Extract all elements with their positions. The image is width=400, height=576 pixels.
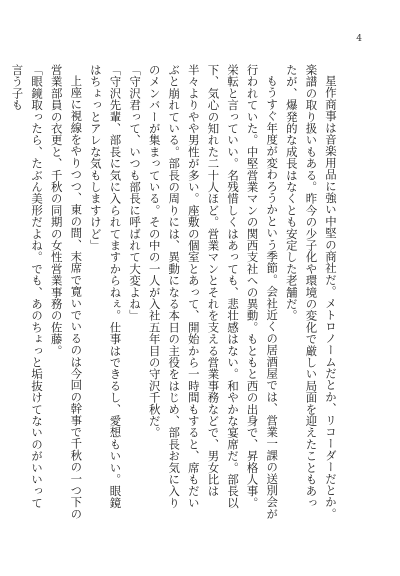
paragraph-3: 上座に視線をやりつつ、東の間、末席で寛いでいるのは今回の幹事で千秋の一つ下の営業部員の衣更と、千秋の同期の女性営業事務の佐藤。	[49, 64, 84, 520]
body-text	[10, 64, 340, 520]
dialogue-line-3: 「眼鏡取ったら、たぶん美形だよね。でも、あのちょっと垢抜けてないのがいいって言う子も	[10, 64, 45, 509]
dialogue-line-2: 「守沢先輩、部長に気に入られてますからねぇ。仕事はできるし、愛想もいい。眼鏡はちょっとアレな気もしますけど」	[88, 64, 123, 509]
dialogue-line-1: 「守沢君って、いつも部長に呼ばれて大変よね」	[128, 64, 143, 322]
paragraph-2: もうすぐ年度が変わろうかという季節。会社近くの居酒屋では、営業一課の送別会が行われていた。中堅営業マンの関西支社への異動。もともと西の出身で、昇格人事。栄転と言っていい。名残惜しくはあっても、悲壮感はない。和やかな宴席だ。部長以下、気心の知れた二十人ほど。営業マンとそれを支える営業事務などで、男女比は半々よりやや男性が多い。座敷の個室とあって、開始から一時間もすると、席もだいぶと崩れている。部長の周りには、異動になる本日の主役をはじめ、部長お気に入りのメンバーが集まっている。その中の一人が入社五年目の守沢千秋だ。	[147, 64, 280, 520]
paragraph-1: 星作商事は音楽用品に強い中堅の商社だ。メトロノームだとか、リコーダーだとか。楽譜の取り扱いもある。昨今の少子化や環境の変化で厳しい局面を迎えたこともあったが、爆発的な成長はなくとも安定した老舗だ。	[284, 64, 338, 520]
page-number: 4	[356, 34, 362, 44]
